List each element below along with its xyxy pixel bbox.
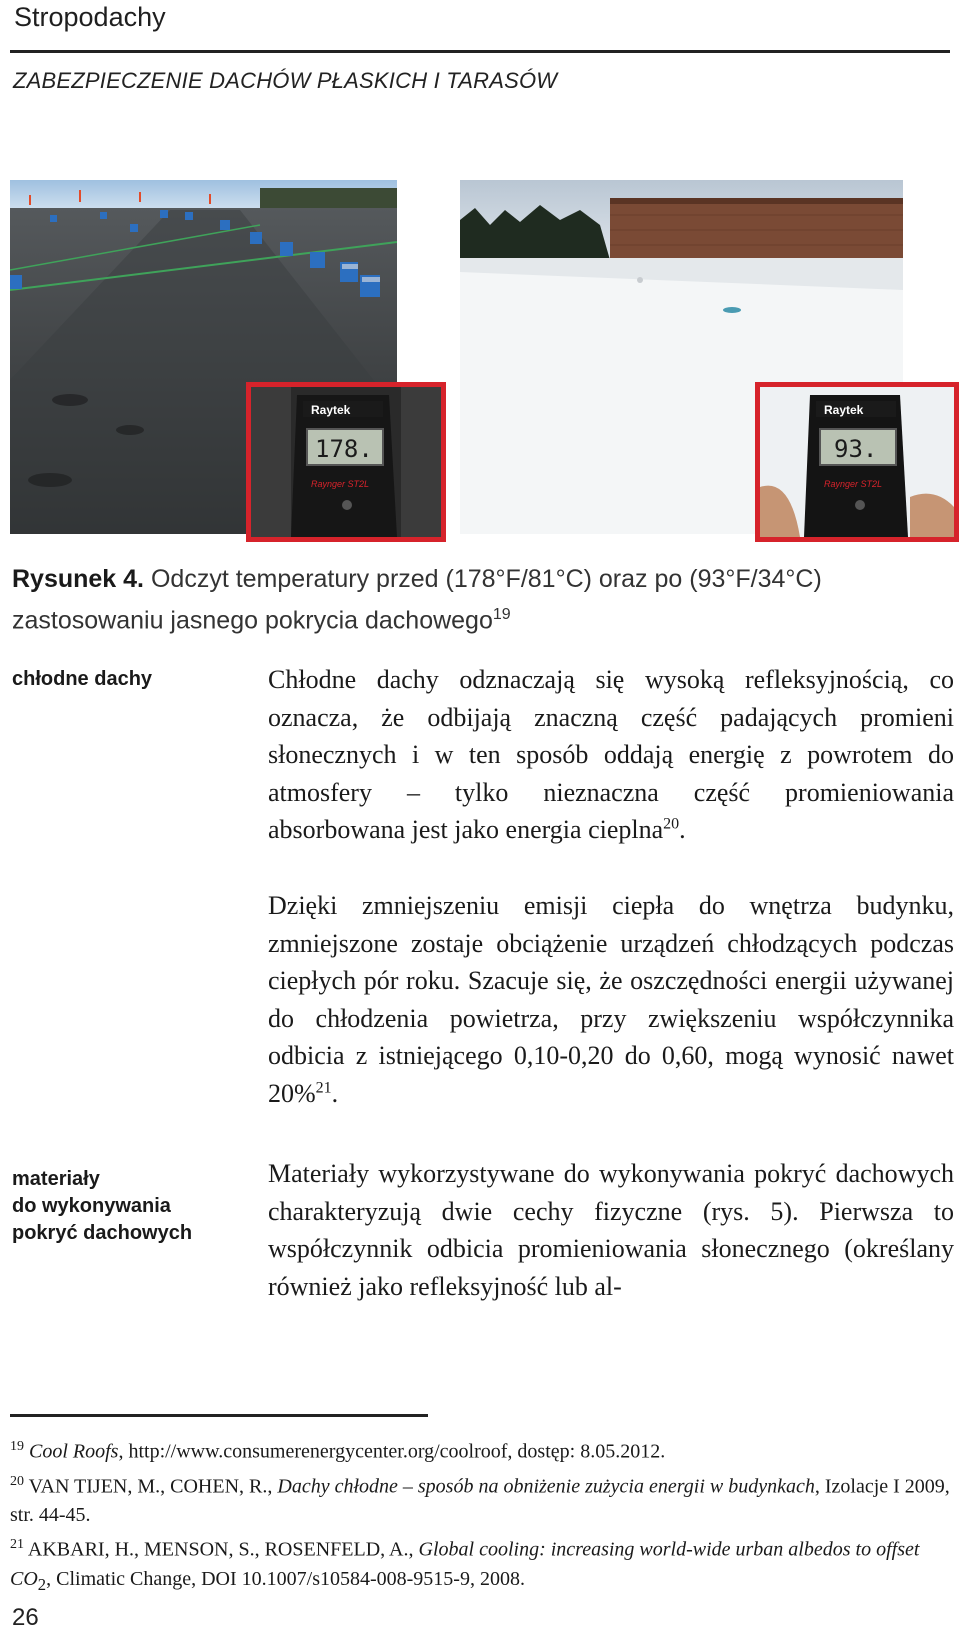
page-number: 26 [12,1604,39,1631]
thermometer-inset-after [755,382,959,542]
header-rule [10,50,950,53]
paragraph-cool-roofs-1: Chłodne dachy odznaczają się wysoką refleksyjnością, co oznacza, że odbijają znaczną część padających promieni słonecznych i w ten sposób oddają energię z powrotem do atmosfery – tylko nieznaczna część promieniowania absorbowana jest jako energia cieplna$^{20}$. [268,665,954,844]
meter-brand-label: Raytek [311,403,351,417]
thermometer-inset-before [246,382,446,542]
footnote-ref-21: 21 [315,1078,332,1096]
running-header-subtitle: ZABEZPIECZENIE DACHÓW PŁASKICH I TARASÓW [13,68,558,93]
margin-label-cool-roofs: chłodne dachy [12,668,153,690]
footnote-rule [10,1414,428,1417]
caption-line-2: zastosowaniu jasnego pokrycia dachowego [12,606,493,635]
footnote-20: $^{20}$ VAN TIJEN, M., COHEN, R., Dachy chłodne – sposób na obniżenie zużycia energii w budynkach, Izolacje I 2009, str. 44-45. [10,1473,950,1527]
paragraph-cool-roofs-2: Dzięki zmniejszeniu emisji ciepła do wnętrza budynku, zmniejszone zostaje obciążenie urządzeń chłodzących podczas ciepłych pór roku. Szacuje się, że oszczędności energii używanej do chłodzenia powietrza, przy zwiększeniu współczynnika odbicia z istniejącego 0,10-0,20 do 0,60, mogą wynosić nawet 20%$^{21}$. [268,891,954,1108]
margin-label-materials: materiały do wykonywania pokryć dachowych [12,1168,193,1244]
caption-line-1: Odczyt temperatury przed (178°F/81°C) oraz po (93°F/34°C) [150,565,822,593]
meter-model-label: Raynger ST2L [311,479,370,489]
footnote-19: $^{19}$ Cool Roofs, http://www.consumerenergycenter.org/coolroof, dostęp: 8.05.2012. [10,1439,666,1463]
meter-brand-label: Raytek [824,403,864,417]
footnotes [10,1432,950,1599]
meter-model-label: Raynger ST2L [824,479,883,489]
meter-reading-before: 178. [315,435,373,463]
caption-label: Rysunek 4. [12,565,145,593]
meter-reading-after: 93. [834,435,878,463]
running-header-title: Stropodachy [14,2,166,32]
paragraph-materials: Materiały wykorzystywane do wykonywania pokryć dachowych charakteryzują dwie cechy fizyczne (rys. 5). Pierwsza to współczynnik odbicia promieniowania słonecznego (określany również jako refleksyjność lub al- [268,1159,954,1301]
footnote-ref-20: 20 [663,815,680,833]
footnote-21: $^{21}$ AKBARI, H., MENSON, S., ROSENFELD, A., Global cooling: increasing world-wide urban albedos to offset $CO_2$, Climatic Change, DOI 10.1007/s10584-008-9515-9, 2008. [10,1537,920,1594]
caption-footnote-ref: 19 [492,606,511,623]
figure-caption [12,562,952,638]
